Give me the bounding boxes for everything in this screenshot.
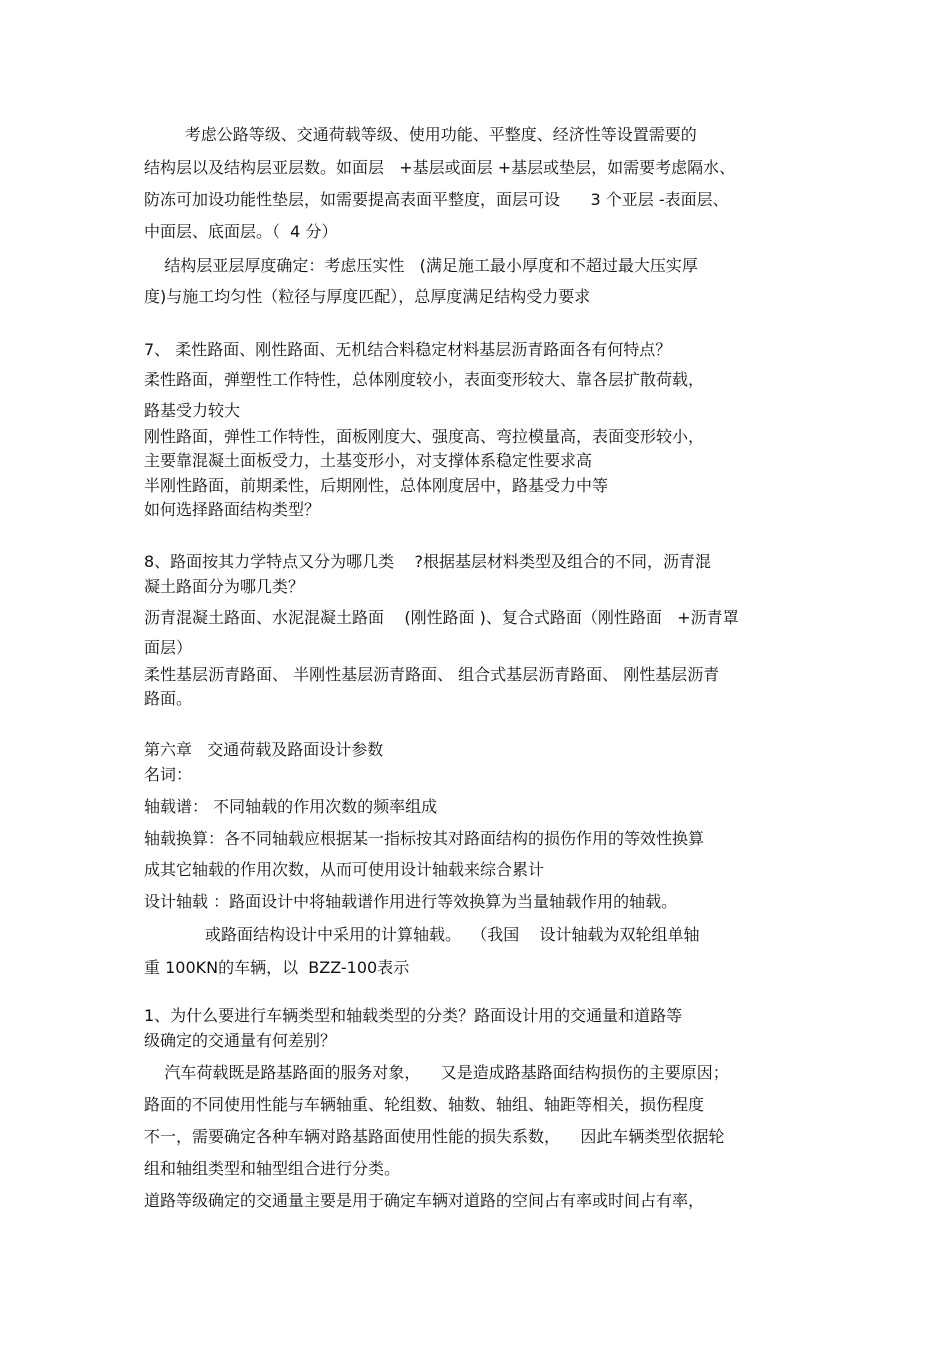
paragraph-line: 名词： bbox=[144, 765, 193, 784]
paragraph-line: 如何选择路面结构类型？ bbox=[144, 500, 321, 519]
paragraph-line: 面层） bbox=[144, 638, 193, 657]
question-heading: 级确定的交通量有何差别？ bbox=[144, 1031, 337, 1050]
paragraph-line: 组和轴组类型和轴型组合进行分类。 bbox=[144, 1159, 401, 1178]
paragraph-line: 轴载换算：各不同轴载应根据某一指标按其对路面结构的损伤作用的等效性换算 bbox=[144, 829, 705, 848]
question-heading: 7、 柔性路面、刚性路面、无机结合料稳定材料基层沥青路面各有何特点？ bbox=[144, 340, 672, 359]
paragraph-line: 半刚性路面，前期柔性，后期刚性，总体刚度居中，路基受力中等 bbox=[144, 476, 609, 495]
chapter-heading: 第六章 交通荷载及路面设计参数 bbox=[144, 740, 384, 759]
paragraph-line: 或路面结构设计中采用的计算轴载。 （我国 设计轴载为双轮组单轴 bbox=[144, 925, 700, 944]
paragraph-line: 路面的不同使用性能与车辆轴重、轮组数、轴数、轴组、轴距等相关，损伤程度 bbox=[144, 1095, 705, 1114]
paragraph-line: 中面层、底面层。（ 4 分） bbox=[144, 222, 338, 241]
question-heading: 1、为什么要进行车辆类型和轴载类型的分类？路面设计用的交通量和道路等 bbox=[144, 1006, 683, 1025]
paragraph-line: 轴载谱： 不同轴载的作用次数的频率组成 bbox=[144, 797, 438, 816]
paragraph-line: 结构层亚层厚度确定：考虑压实性 (满足施工最小厚度和不超过最大压实厚 bbox=[144, 256, 698, 275]
paragraph-line: 防冻可加设功能性垫层，如需要提高表面平整度，面层可设 3 个亚层 -表面层、 bbox=[144, 190, 729, 209]
paragraph-line: 路基受力较大 bbox=[144, 401, 241, 420]
paragraph-line: 结构层以及结构层亚层数。如面层 +基层或面层 +基层或垫层，如需要考虑隔水、 bbox=[144, 158, 736, 177]
paragraph-line: 重 100KN的车辆，以 BZZ-100表示 bbox=[144, 958, 410, 977]
paragraph-line: 主要靠混凝土面板受力，土基变形小，对支撑体系稳定性要求高 bbox=[144, 451, 593, 470]
paragraph-line: 刚性路面，弹性工作特性，面板刚度大、强度高、弯拉模量高，表面变形较小， bbox=[144, 427, 705, 446]
paragraph-line: 设计轴载 ：路面设计中将轴载谱作用进行等效换算为当量轴载作用的轴载。 bbox=[144, 892, 678, 911]
paragraph-line: 度)与施工均匀性（粒径与厚度匹配），总厚度满足结构受力要求 bbox=[144, 287, 591, 306]
paragraph-line: 汽车荷载既是路基路面的服务对象， 又是造成路基路面结构损伤的主要原因； bbox=[144, 1063, 729, 1082]
paragraph-line: 路面。 bbox=[144, 689, 193, 708]
question-heading: 凝土路面分为哪几类？ bbox=[144, 577, 305, 596]
paragraph-line: 道路等级确定的交通量主要是用于确定车辆对道路的空间占有率或时间占有率， bbox=[144, 1191, 705, 1210]
paragraph-line: 不一，需要确定各种车辆对路基路面使用性能的损失系数， 因此车辆类型依据轮 bbox=[144, 1127, 725, 1146]
paragraph-line: 柔性路面，弹塑性工作特性，总体刚度较小，表面变形较大、靠各层扩散荷载， bbox=[144, 370, 705, 389]
paragraph-line: 柔性基层沥青路面、 半刚性基层沥青路面、 组合式基层沥青路面、 刚性基层沥青 bbox=[144, 665, 720, 684]
question-heading: 8、路面按其力学特点又分为哪几类 ?根据基层材料类型及组合的不同，沥青混 bbox=[144, 552, 712, 571]
paragraph-line: 考虑公路等级、交通荷载等级、使用功能、平整度、经济性等设置需要的 bbox=[144, 125, 697, 144]
paragraph-line: 沥青混凝土路面、水泥混凝土路面 (刚性路面 )、复合式路面（刚性路面 +沥青罩 bbox=[144, 608, 739, 627]
paragraph-line: 成其它轴载的作用次数，从而可使用设计轴载来综合累计 bbox=[144, 860, 545, 879]
